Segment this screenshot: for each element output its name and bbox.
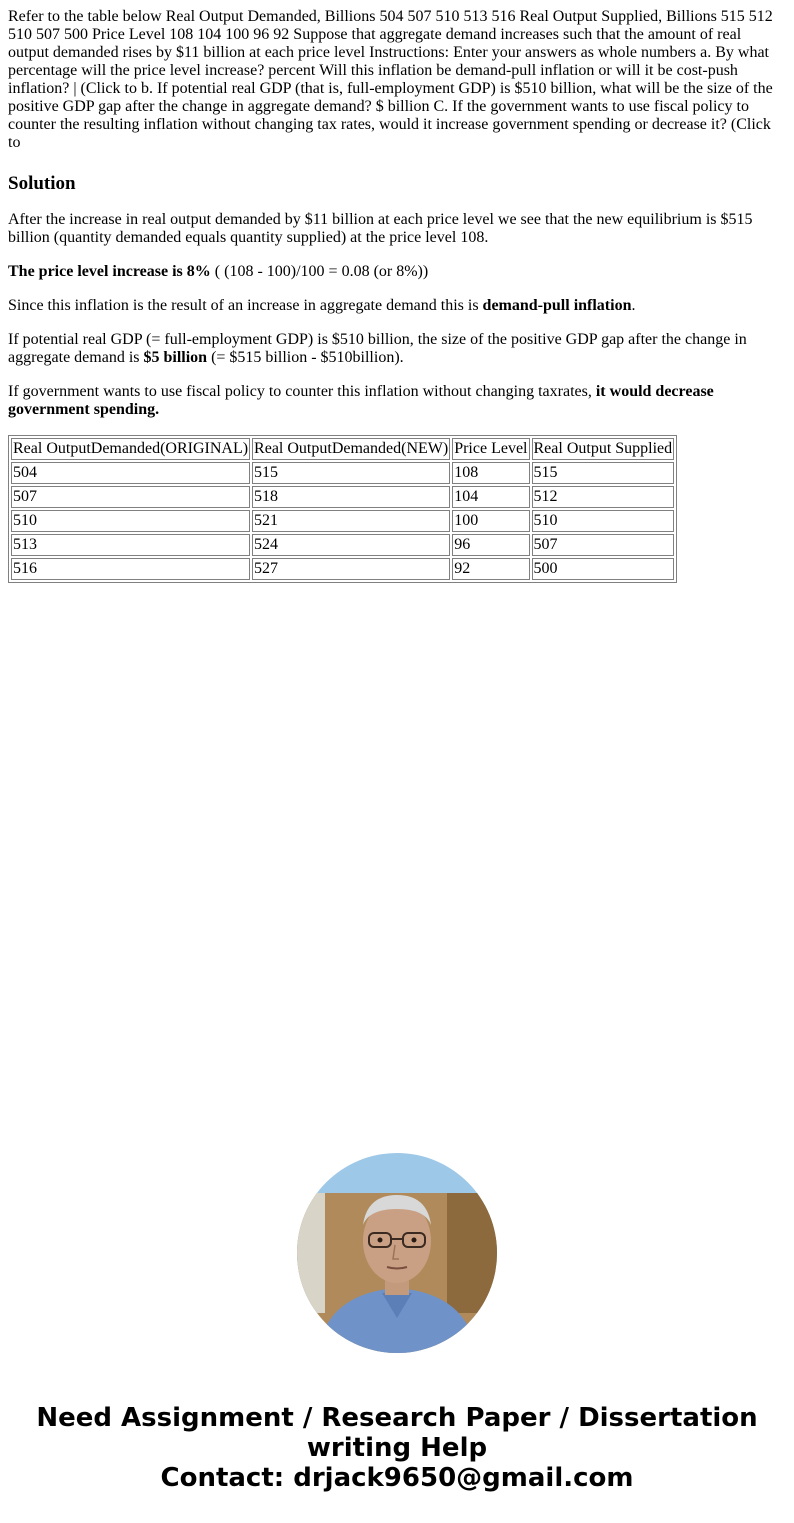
inflation-type-text: Since this inflation is the result of an increase in aggregate demand this is <box>8 297 483 314</box>
table-cell: 515 <box>252 462 450 484</box>
table-cell: 512 <box>532 486 675 508</box>
footer-line-1: Need Assignment / Research Paper / Dissertation <box>36 1403 758 1433</box>
footer-line-2: writing Help <box>306 1433 488 1463</box>
table-cell: 516 <box>11 558 250 580</box>
table-cell: 513 <box>11 534 250 556</box>
question-text: Refer to the table below Real Output Demanded, Billions 504 507 510 513 516 Real Output Supplied, Billions 515 512 510 507 500 Price Level 108 104 100 96 92 Suppose that aggregate demand increases such that the amount of real output demanded rises by $11 billion at each price level Instructions: Enter your answers as whole numbers a. By what percentage will the price level increase? percent Will this inflation be demand-pull inflation or will it be cost-push inflation? | (Click to b. If potential real GDP (that is, full-employment GDP) is $510 billion, what will be the size of the positive GDP gap after the change in aggregate demand? $ billion C. If the government wants to use fiscal policy to counter the resulting inflation without changing tax rates, would it increase government spending or decrease it? (Click to <box>8 8 773 151</box>
table-row <box>11 558 674 580</box>
document-body <box>8 8 778 583</box>
table-cell: 504 <box>11 462 250 484</box>
table-header-cell: Real OutputDemanded(NEW) <box>252 438 450 460</box>
solution-paragraph-gdp-gap <box>8 331 778 367</box>
inflation-type-period: . <box>631 297 636 314</box>
gdp-gap-bold: $5 billion <box>143 349 208 366</box>
solution-paragraph-equilibrium: After the increase in real output demanded by $11 billion at each price level we see that the new equilibrium is $515 billion (quantity demanded equals quantity supplied) at the price level 108. <box>8 211 753 246</box>
table-header-row <box>11 438 674 460</box>
table-row <box>11 462 674 484</box>
solution-paragraph-fiscal-policy <box>8 383 778 419</box>
table-header-cell: Price Level <box>452 438 529 460</box>
table-row <box>11 486 674 508</box>
table-cell: 100 <box>452 510 529 532</box>
table-cell: 521 <box>252 510 450 532</box>
table-cell: 527 <box>252 558 450 580</box>
table-header-cell: Real Output Supplied <box>532 438 675 460</box>
table-cell: 507 <box>532 534 675 556</box>
author-avatar <box>297 1153 497 1353</box>
avatar-portrait-icon <box>297 1153 497 1353</box>
table-cell: 507 <box>11 486 250 508</box>
table-row <box>11 534 674 556</box>
fiscal-policy-text: If government wants to use fiscal policy to counter this inflation without changing taxrates, <box>8 383 596 400</box>
table-header-cell: Real OutputDemanded(ORIGINAL) <box>11 438 250 460</box>
gdp-gap-text: If potential real GDP (= full-employment GDP) is $510 billion, the size of the positive GDP gap after the change in aggregate demand is <box>8 331 747 366</box>
table-cell: 500 <box>532 558 675 580</box>
solution-paragraph-inflation-type <box>8 297 778 315</box>
price-increase-calculation: ( (108 - 100)/100 = 0.08 (or 8%)) <box>210 263 429 280</box>
table-cell: 524 <box>252 534 450 556</box>
table-cell: 515 <box>532 462 675 484</box>
table-cell: 518 <box>252 486 450 508</box>
table-cell: 108 <box>452 462 529 484</box>
output-table <box>8 435 677 583</box>
table-row <box>11 510 674 532</box>
solution-heading: Solution <box>8 173 76 194</box>
table-cell: 510 <box>532 510 675 532</box>
footer-contact: Contact: drjack9650@gmail.com <box>160 1463 634 1493</box>
footer-banner <box>0 1403 794 1493</box>
table-cell: 510 <box>11 510 250 532</box>
gdp-gap-calculation: (= $515 billion - $510billion). <box>207 349 404 366</box>
solution-paragraph-price-increase <box>8 263 778 281</box>
fiscal-policy-bold: it would decrease government spending. <box>8 383 714 418</box>
price-increase-bold: The price level increase is 8% <box>8 263 211 280</box>
table-cell: 96 <box>452 534 529 556</box>
table-cell: 92 <box>452 558 529 580</box>
inflation-type-bold: demand-pull inflation <box>482 297 632 314</box>
table-cell: 104 <box>452 486 529 508</box>
